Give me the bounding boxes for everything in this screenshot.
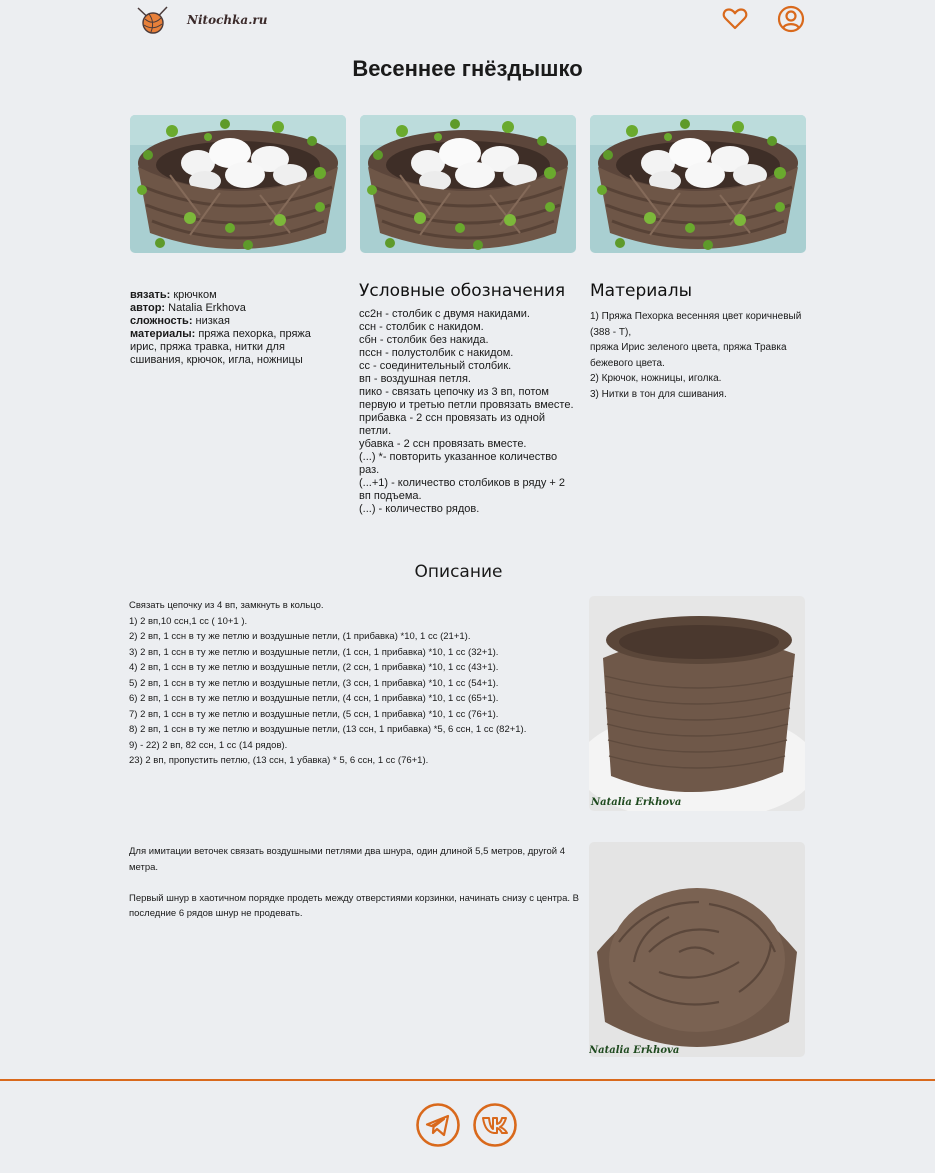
info-materials: материалы: пряжа пехорка, пряжа ирис, пряжа травка, нитки для сшивания, крючок, игла, ножницы: [130, 328, 311, 366]
materials-list: [590, 309, 805, 403]
abbr-item: ссн - столбик с накидом.: [359, 321, 484, 333]
site-logo[interactable]: [135, 4, 267, 36]
description-title: Описание: [414, 562, 503, 582]
materials-line: 2) Крючок, ножницы, иголка.: [590, 373, 722, 385]
step-line: 5) 2 вп, 1 ссн в ту же петлю и воздушные петли, (3 ссн, 1 прибавка) *10, 1 сс (54+1).: [129, 677, 499, 689]
step-line: 1) 2 вп,10 ссн,1 сс ( 10+1 ).: [129, 615, 248, 627]
vk-icon[interactable]: [473, 1103, 517, 1147]
abbr-item: вп - воздушная петля.: [359, 373, 471, 385]
abbr-item: (...+1) - количество столбиков в ряду + 2 вп подъема.: [359, 477, 565, 502]
footer-divider: [0, 1079, 935, 1081]
nest-photo-1[interactable]: [130, 115, 346, 253]
branch-instructions: [129, 844, 579, 937]
yarn-ball-icon: [135, 4, 173, 36]
materials-line: 3) Нитки в тон для сшивания.: [590, 388, 727, 400]
info-knit: вязать: крючком: [130, 289, 217, 301]
materials-line: 1) Пряжа Пехорка весенняя цвет коричневый (388 - Т),: [590, 311, 802, 338]
abbr-item: сбн - столбик без накида.: [359, 334, 489, 346]
header: [0, 0, 935, 40]
photo-watermark: Natalia Erkhova: [589, 1045, 680, 1056]
abbreviations-title: Условные обозначения: [359, 281, 566, 301]
nest-photo-3[interactable]: [590, 115, 806, 253]
abbr-item: пико - связать цепочку из 3 вп, потом первую и третью петли провязать вместе.: [359, 386, 574, 411]
step-line: 3) 2 вп, 1 ссн в ту же петлю и воздушные петли, (1 ссн, 1 прибавка) *10, 1 сс (32+1).: [129, 646, 499, 658]
pattern-info: [130, 289, 335, 367]
user-icon[interactable]: [777, 5, 805, 33]
step-line: 4) 2 вп, 1 ссн в ту же петлю и воздушные петли, (2 ссн, 1 прибавка) *10, 1 сс (43+1).: [129, 662, 499, 673]
abbreviations-list: [359, 308, 574, 516]
abbr-item: убавка - 2 ссн провязать вместе.: [359, 438, 527, 450]
abbr-item: сс2н - столбик с двумя накидами.: [359, 308, 530, 320]
telegram-icon[interactable]: [416, 1103, 460, 1147]
info-difficulty: сложность: низкая: [130, 315, 230, 327]
heart-icon[interactable]: [721, 5, 749, 33]
materials-title: Материалы: [590, 281, 692, 301]
step-line: 8) 2 вп, 1 ссн в ту же петлю и воздушные петли, (13 ссн, 1 прибавка) *5, 6 ссн, 1 сс (82+1).: [129, 724, 527, 735]
basket-photo[interactable]: [589, 596, 805, 811]
nest-photo-2[interactable]: [360, 115, 576, 253]
basket-top-photo[interactable]: [589, 842, 805, 1057]
step-line: 2) 2 вп, 1 ссн в ту же петлю и воздушные петли, (1 прибавка) *10, 1 сс (21+1).: [129, 631, 471, 642]
instruction-paragraph: Для имитации веточек связать воздушными петлями два шнура, один длиной 5,5 метров, другой 4 метра.: [129, 846, 566, 873]
logo-text: Nitochka.ru: [187, 13, 268, 27]
page-title: Весеннее гнёздышко: [352, 56, 583, 81]
abbr-item: (...) - количество рядов.: [359, 503, 480, 515]
step-line: 7) 2 вп, 1 ссн в ту же петлю и воздушные петли, (5 ссн, 1 прибавка) *10, 1 сс (76+1).: [129, 708, 499, 720]
step-line: 6) 2 вп, 1 ссн в ту же петлю и воздушные петли, (4 ссн, 1 прибавка) *10, 1 сс (65+1).: [129, 693, 499, 704]
photo-watermark: Natalia Erkhova: [591, 797, 682, 808]
abbr-item: пссн - полустолбик с накидом.: [359, 347, 514, 359]
step-line: 9) - 22) 2 вп, 82 ссн, 1 сс (14 рядов).: [129, 739, 288, 751]
info-author: автор: Natalia Erkhova: [130, 302, 246, 314]
abbr-item: (...) *- повторить указанное количество раз.: [359, 451, 558, 476]
step-line: Связать цепочку из 4 вп, замкнуть в кольцо.: [129, 600, 324, 611]
pattern-steps: [129, 598, 579, 769]
step-line: 23) 2 вп, пропустить петлю, (13 ссн, 1 убавка) * 5, 6 ссн, 1 сс (76+1).: [129, 755, 429, 766]
materials-line: пряжа Ирис зеленого цвета, пряжа Травка бежевого цвета.: [590, 342, 787, 369]
abbr-item: прибавка - 2 ссн провязать из одной петли.: [359, 412, 545, 437]
abbr-item: сс - соединительный столбик.: [359, 360, 512, 372]
instruction-paragraph: Первый шнур в хаотичном порядке продеть между отверстиями корзинки, начинать снизу с центра. В последние 6 рядов шнур не продевать.: [129, 892, 579, 919]
